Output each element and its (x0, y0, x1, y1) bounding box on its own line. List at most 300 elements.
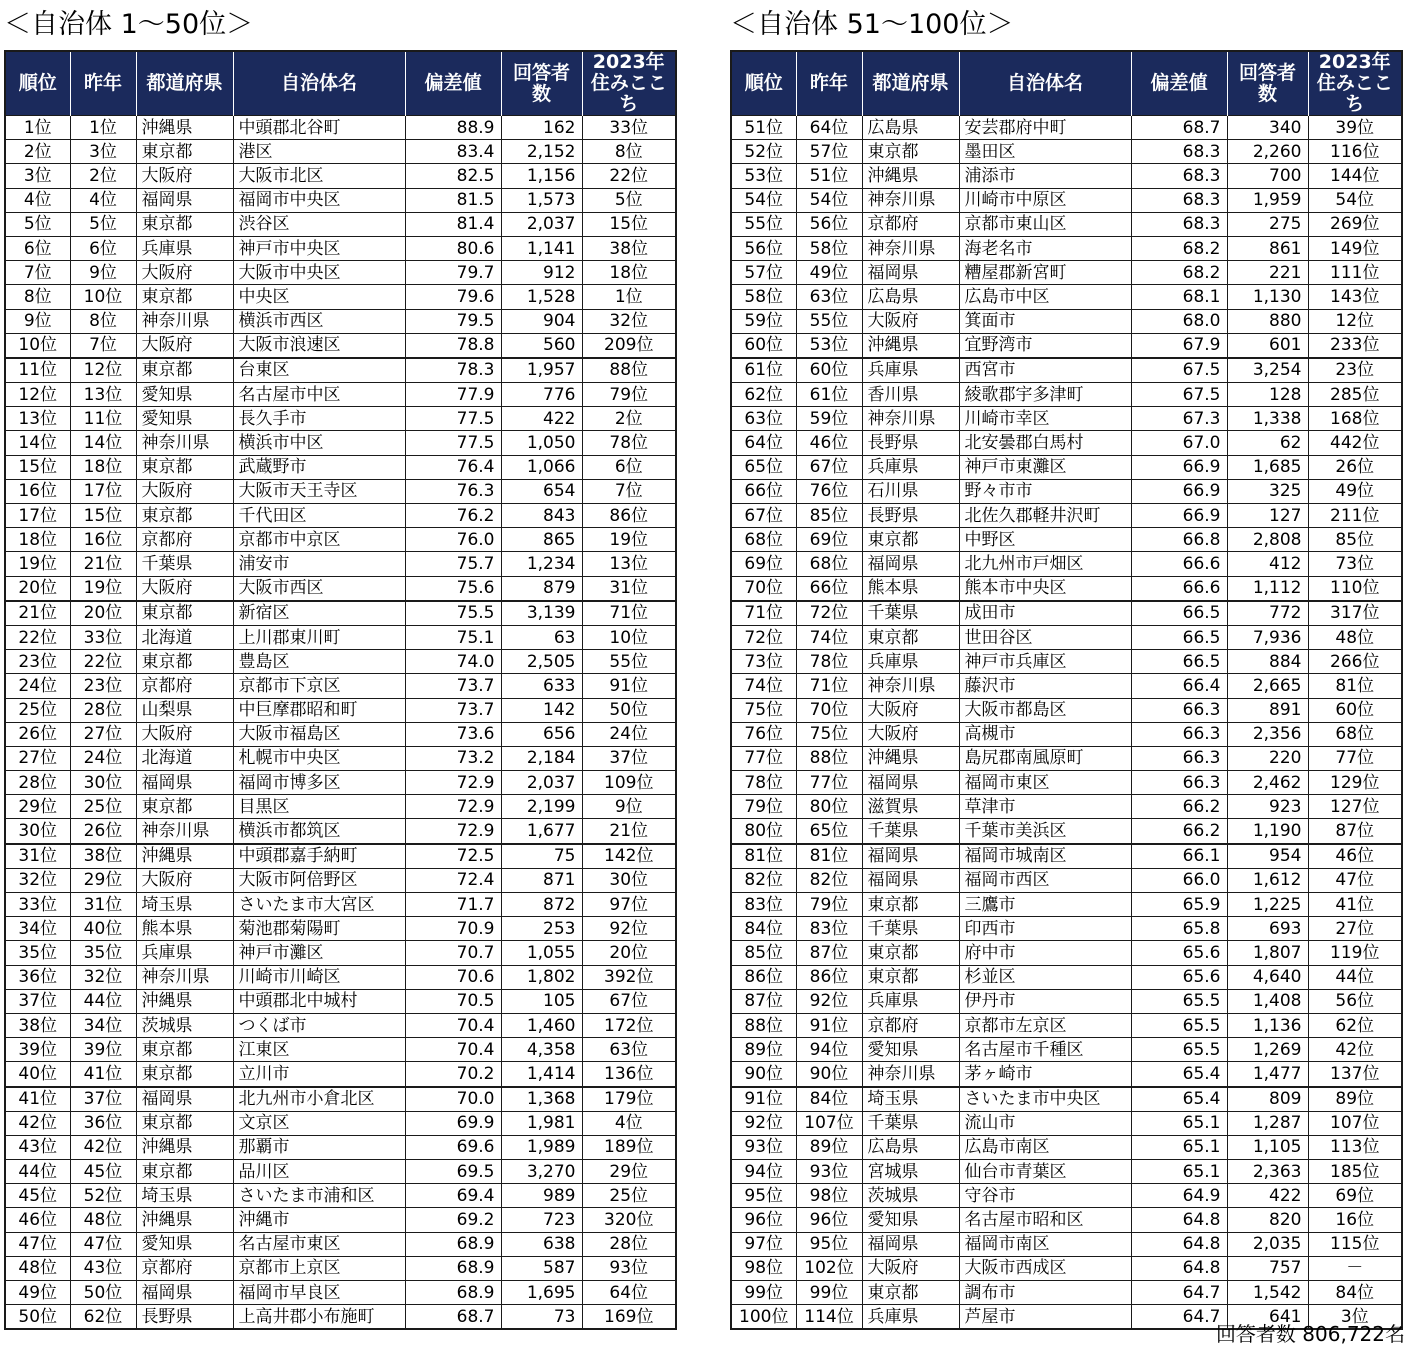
last-year-cell: 39位 (70, 1038, 136, 1062)
rank-2023-cell: 49位 (1308, 479, 1402, 503)
prefecture-cell: 東京都 (862, 893, 959, 917)
rank-cell: 72位 (731, 625, 796, 649)
table-row (731, 917, 1402, 941)
respondents-cell: 62 (1227, 431, 1308, 455)
rank-2023-cell: 73位 (1308, 552, 1402, 576)
col-2023-header: 2023年 住みここち (1308, 51, 1402, 116)
table-row (5, 1281, 676, 1305)
municipality-cell: 沖縄市 (233, 1208, 405, 1232)
rank-2023-cell: 119位 (1308, 941, 1402, 965)
rank-2023-cell: 110位 (1308, 576, 1402, 601)
respondents-cell: 587 (501, 1256, 582, 1280)
score-cell: 75.6 (405, 576, 501, 601)
rank-cell: 25位 (5, 698, 70, 722)
rank-cell: 57位 (731, 261, 796, 285)
municipality-cell: 印西市 (959, 917, 1131, 941)
rank-2023-cell: 28位 (582, 1232, 676, 1256)
rank-2023-cell: 89位 (1308, 1087, 1402, 1112)
table-row (731, 965, 1402, 989)
municipality-cell: 福岡市東区 (959, 771, 1131, 795)
score-cell: 75.1 (405, 625, 501, 649)
col-last-year-header: 昨年 (796, 51, 862, 116)
table-row (731, 504, 1402, 528)
score-cell: 66.3 (1131, 698, 1227, 722)
prefecture-cell: 沖縄県 (136, 1208, 233, 1232)
score-cell: 69.6 (405, 1135, 501, 1159)
rank-cell: 100位 (731, 1305, 796, 1330)
score-cell: 65.6 (1131, 965, 1227, 989)
prefecture-cell: 兵庫県 (862, 455, 959, 479)
rank-cell: 64位 (731, 431, 796, 455)
rank-2023-cell: 3位 (1308, 1305, 1402, 1330)
municipality-cell: 上高井郡小布施町 (233, 1305, 405, 1330)
score-cell: 78.3 (405, 358, 501, 383)
rank-cell: 19位 (5, 552, 70, 576)
municipality-cell: 宜野湾市 (959, 333, 1131, 358)
rank-2023-cell: 91位 (582, 674, 676, 698)
rank-cell: 3位 (5, 164, 70, 188)
respondents-cell: 1,105 (1227, 1135, 1308, 1159)
prefecture-cell: 京都府 (862, 212, 959, 236)
municipality-cell: 仙台市青葉区 (959, 1160, 1131, 1184)
last-year-cell: 7位 (70, 333, 136, 358)
last-year-cell: 87位 (796, 941, 862, 965)
prefecture-cell: 愛知県 (862, 1208, 959, 1232)
rank-2023-cell: 67位 (582, 989, 676, 1013)
rank-2023-cell: 48位 (1308, 625, 1402, 649)
municipality-cell: 調布市 (959, 1281, 1131, 1305)
table-row (5, 625, 676, 649)
score-cell: 72.5 (405, 844, 501, 869)
respondents-cell: 843 (501, 504, 582, 528)
last-year-cell: 47位 (70, 1232, 136, 1256)
municipality-cell: 中頭郡北中城村 (233, 989, 405, 1013)
respondents-cell: 1,957 (501, 358, 582, 383)
table-row (5, 1135, 676, 1159)
score-cell: 72.9 (405, 771, 501, 795)
prefecture-cell: 神奈川県 (862, 236, 959, 260)
prefecture-cell: 千葉県 (862, 917, 959, 941)
municipality-cell: 上川郡東川町 (233, 625, 405, 649)
rank-2023-cell: 32位 (582, 309, 676, 333)
rank-2023-cell: 86位 (582, 504, 676, 528)
prefecture-cell: 広島県 (862, 116, 959, 140)
respondents-cell: 820 (1227, 1208, 1308, 1232)
rank-2023-cell: 189位 (582, 1135, 676, 1159)
table-row (731, 1135, 1402, 1159)
last-year-cell: 68位 (796, 552, 862, 576)
rank-2023-cell: 5位 (582, 188, 676, 212)
table-row (5, 1013, 676, 1037)
prefecture-cell: 愛知県 (136, 383, 233, 407)
table-row (731, 1111, 1402, 1135)
table-row (731, 164, 1402, 188)
score-cell: 68.3 (1131, 164, 1227, 188)
prefecture-cell: 福岡県 (136, 771, 233, 795)
last-year-cell: 12位 (70, 358, 136, 383)
col-municipality-header: 自治体名 (959, 51, 1131, 116)
rank-cell: 38位 (5, 1013, 70, 1037)
table-row (5, 819, 676, 844)
rank-2023-cell: 30位 (582, 868, 676, 892)
municipality-cell: 京都市上京区 (233, 1256, 405, 1280)
table-row (5, 479, 676, 503)
prefecture-cell: 神奈川県 (136, 819, 233, 844)
respondents-cell: 880 (1227, 309, 1308, 333)
prefecture-cell: 東京都 (136, 601, 233, 626)
last-year-cell: 61位 (796, 383, 862, 407)
rank-2023-cell: 136位 (582, 1062, 676, 1087)
respondents-cell: 1,695 (501, 1281, 582, 1305)
table-row (731, 698, 1402, 722)
last-year-cell: 57位 (796, 140, 862, 164)
score-cell: 64.8 (1131, 1232, 1227, 1256)
rank-cell: 56位 (731, 236, 796, 260)
col-score-header: 偏差値 (1131, 51, 1227, 116)
table-row (5, 261, 676, 285)
respondents-cell: 2,035 (1227, 1232, 1308, 1256)
score-cell: 68.1 (1131, 285, 1227, 309)
rank-cell: 67位 (731, 504, 796, 528)
rank-2023-cell: 269位 (1308, 212, 1402, 236)
rank-cell: 60位 (731, 333, 796, 358)
rank-cell: 42位 (5, 1111, 70, 1135)
rank-2023-cell: 179位 (582, 1087, 676, 1112)
score-cell: 65.1 (1131, 1135, 1227, 1159)
table-row (731, 746, 1402, 770)
respondents-cell: 75 (501, 844, 582, 869)
last-year-cell: 46位 (796, 431, 862, 455)
rank-cell: 28位 (5, 771, 70, 795)
table-row (731, 941, 1402, 965)
prefecture-cell: 埼玉県 (136, 1184, 233, 1208)
table-row (731, 989, 1402, 1013)
table-row (5, 333, 676, 358)
score-cell: 64.8 (1131, 1208, 1227, 1232)
last-year-cell: 86位 (796, 965, 862, 989)
rank-2023-cell: 142位 (582, 844, 676, 869)
respondents-cell: 1,269 (1227, 1038, 1308, 1062)
respondents-cell: 601 (1227, 333, 1308, 358)
rank-cell: 86位 (731, 965, 796, 989)
last-year-cell: 85位 (796, 504, 862, 528)
rank-cell: 14位 (5, 431, 70, 455)
respondents-cell: 2,037 (501, 771, 582, 795)
rank-2023-cell: 13位 (582, 552, 676, 576)
score-cell: 66.0 (1131, 868, 1227, 892)
prefecture-cell: 大阪府 (862, 1256, 959, 1280)
score-cell: 66.5 (1131, 625, 1227, 649)
respondents-cell: 105 (501, 989, 582, 1013)
last-year-cell: 31位 (70, 893, 136, 917)
rank-2023-cell: 16位 (1308, 1208, 1402, 1232)
rank-2023-cell: 64位 (582, 1281, 676, 1305)
score-cell: 66.4 (1131, 674, 1227, 698)
municipality-cell: 福岡市城南区 (959, 844, 1131, 869)
rank-cell: 44位 (5, 1160, 70, 1184)
prefecture-cell: 長野県 (136, 1305, 233, 1330)
rank-cell: 11位 (5, 358, 70, 383)
last-year-cell: 77位 (796, 771, 862, 795)
score-cell: 65.5 (1131, 989, 1227, 1013)
rank-cell: 9位 (5, 309, 70, 333)
score-cell: 65.9 (1131, 893, 1227, 917)
prefecture-cell: 神奈川県 (862, 674, 959, 698)
municipality-cell: 綾歌郡宇多津町 (959, 383, 1131, 407)
col-score-header: 偏差値 (405, 51, 501, 116)
score-cell: 66.9 (1131, 455, 1227, 479)
municipality-cell: さいたま市大宮区 (233, 893, 405, 917)
prefecture-cell: 石川県 (862, 479, 959, 503)
score-cell: 66.3 (1131, 746, 1227, 770)
last-year-cell: 17位 (70, 479, 136, 503)
respondents-cell: 422 (501, 407, 582, 431)
score-cell: 69.4 (405, 1184, 501, 1208)
rank-cell: 1位 (5, 116, 70, 140)
table-row (5, 844, 676, 869)
respondents-cell: 340 (1227, 116, 1308, 140)
last-year-cell: 93位 (796, 1160, 862, 1184)
score-cell: 66.6 (1131, 576, 1227, 601)
rank-cell: 30位 (5, 819, 70, 844)
prefecture-cell: 東京都 (862, 140, 959, 164)
municipality-cell: 長久手市 (233, 407, 405, 431)
respondents-cell: 2,184 (501, 746, 582, 770)
respondents-cell: 1,460 (501, 1013, 582, 1037)
municipality-cell: 目黒区 (233, 795, 405, 819)
table-row (5, 1038, 676, 1062)
prefecture-cell: 東京都 (136, 140, 233, 164)
rank-cell: 6位 (5, 236, 70, 260)
prefecture-cell: 神奈川県 (136, 965, 233, 989)
last-year-cell: 28位 (70, 698, 136, 722)
last-year-cell: 50位 (70, 1281, 136, 1305)
prefecture-cell: 愛知県 (862, 1038, 959, 1062)
last-year-cell: 1位 (70, 116, 136, 140)
rank-2023-cell: 81位 (1308, 674, 1402, 698)
municipality-cell: 名古屋市千種区 (959, 1038, 1131, 1062)
prefecture-cell: 京都府 (136, 674, 233, 698)
municipality-cell: 京都市左京区 (959, 1013, 1131, 1037)
last-year-cell: 23位 (70, 674, 136, 698)
prefecture-cell: 福岡県 (862, 552, 959, 576)
last-year-cell: 49位 (796, 261, 862, 285)
prefecture-cell: 山梨県 (136, 698, 233, 722)
rank-cell: 48位 (5, 1256, 70, 1280)
rank-2023-cell: 71位 (582, 601, 676, 626)
table-row (5, 164, 676, 188)
respondents-cell: 3,254 (1227, 358, 1308, 383)
table-row (731, 407, 1402, 431)
municipality-cell: 江東区 (233, 1038, 405, 1062)
municipality-cell: 浦安市 (233, 552, 405, 576)
rank-cell: 34位 (5, 917, 70, 941)
rank-cell: 37位 (5, 989, 70, 1013)
rank-2023-cell: 97位 (582, 893, 676, 917)
municipality-cell: 広島市南区 (959, 1135, 1131, 1159)
table-row (731, 1160, 1402, 1184)
municipality-cell: 名古屋市東区 (233, 1232, 405, 1256)
score-cell: 72.4 (405, 868, 501, 892)
rank-2023-cell: 27位 (1308, 917, 1402, 941)
prefecture-cell: 東京都 (862, 1281, 959, 1305)
rank-2023-cell: 185位 (1308, 1160, 1402, 1184)
score-cell: 68.7 (405, 1305, 501, 1330)
respondents-cell: 7,936 (1227, 625, 1308, 649)
score-cell: 70.9 (405, 917, 501, 941)
respondents-cell: 1,685 (1227, 455, 1308, 479)
rank-2023-cell: 39位 (1308, 116, 1402, 140)
score-cell: 79.5 (405, 309, 501, 333)
municipality-cell: 墨田区 (959, 140, 1131, 164)
prefecture-cell: 大阪府 (862, 722, 959, 746)
score-cell: 68.9 (405, 1281, 501, 1305)
respondents-cell: 1,807 (1227, 941, 1308, 965)
municipality-cell: 浦添市 (959, 164, 1131, 188)
last-year-cell: 24位 (70, 746, 136, 770)
rank-cell: 35位 (5, 941, 70, 965)
score-cell: 77.5 (405, 407, 501, 431)
rank-cell: 65位 (731, 455, 796, 479)
prefecture-cell: 東京都 (136, 1160, 233, 1184)
last-year-cell: 88位 (796, 746, 862, 770)
prefecture-cell: 京都府 (862, 1013, 959, 1037)
municipality-cell: 守谷市 (959, 1184, 1131, 1208)
rank-cell: 68位 (731, 528, 796, 552)
municipality-cell: 北九州市小倉北区 (233, 1087, 405, 1112)
respondents-cell: 220 (1227, 746, 1308, 770)
prefecture-cell: 兵庫県 (862, 650, 959, 674)
last-year-cell: 4位 (70, 188, 136, 212)
table-row (5, 868, 676, 892)
last-year-cell: 60位 (796, 358, 862, 383)
municipality-cell: つくば市 (233, 1013, 405, 1037)
score-cell: 66.6 (1131, 552, 1227, 576)
table-row (731, 358, 1402, 383)
rank-cell: 27位 (5, 746, 70, 770)
respondents-cell: 776 (501, 383, 582, 407)
rank-2023-cell: 169位 (582, 1305, 676, 1330)
prefecture-cell: 東京都 (136, 650, 233, 674)
last-year-cell: 78位 (796, 650, 862, 674)
rank-cell: 39位 (5, 1038, 70, 1062)
score-cell: 76.2 (405, 504, 501, 528)
ranking-table-51-100 (730, 50, 1403, 1330)
prefecture-cell: 大阪府 (862, 698, 959, 722)
prefecture-cell: 大阪府 (136, 333, 233, 358)
respondents-cell: 275 (1227, 212, 1308, 236)
municipality-cell: 広島市中区 (959, 285, 1131, 309)
rank-2023-cell: 149位 (1308, 236, 1402, 260)
respondents-cell: 1,368 (501, 1087, 582, 1112)
municipality-cell: 府中市 (959, 941, 1131, 965)
rank-cell: 73位 (731, 650, 796, 674)
rank-cell: 13位 (5, 407, 70, 431)
last-year-cell: 15位 (70, 504, 136, 528)
rank-cell: 21位 (5, 601, 70, 626)
prefecture-cell: 滋賀県 (862, 795, 959, 819)
respondents-cell: 989 (501, 1184, 582, 1208)
municipality-cell: 立川市 (233, 1062, 405, 1087)
rank-cell: 90位 (731, 1062, 796, 1087)
rank-cell: 84位 (731, 917, 796, 941)
last-year-cell: 114位 (796, 1305, 862, 1330)
table-row (5, 1184, 676, 1208)
score-cell: 70.6 (405, 965, 501, 989)
table-row (731, 650, 1402, 674)
prefecture-cell: 沖縄県 (862, 333, 959, 358)
table-row (731, 383, 1402, 407)
rank-2023-cell: 233位 (1308, 333, 1402, 358)
respondents-cell: 1,612 (1227, 868, 1308, 892)
rank-cell: 55位 (731, 212, 796, 236)
table-row (5, 309, 676, 333)
respondents-cell: 1,136 (1227, 1013, 1308, 1037)
last-year-cell: 43位 (70, 1256, 136, 1280)
table-row (731, 625, 1402, 649)
last-year-cell: 30位 (70, 771, 136, 795)
rank-2023-cell: 2位 (582, 407, 676, 431)
municipality-cell: 名古屋市中区 (233, 383, 405, 407)
last-year-cell: 98位 (796, 1184, 862, 1208)
prefecture-cell: 千葉県 (862, 1111, 959, 1135)
last-year-cell: 72位 (796, 601, 862, 626)
prefecture-cell: 東京都 (136, 1038, 233, 1062)
table-row (731, 528, 1402, 552)
rank-2023-cell: 88位 (582, 358, 676, 383)
respondents-cell: 865 (501, 528, 582, 552)
score-cell: 68.0 (1131, 309, 1227, 333)
score-cell: 77.5 (405, 431, 501, 455)
table-row (5, 504, 676, 528)
rank-cell: 20位 (5, 576, 70, 601)
rank-2023-cell: 113位 (1308, 1135, 1402, 1159)
table-row (5, 1087, 676, 1112)
municipality-cell: 大阪市西区 (233, 576, 405, 601)
rank-cell: 49位 (5, 1281, 70, 1305)
rank-cell: 74位 (731, 674, 796, 698)
rank-2023-cell: 54位 (1308, 188, 1402, 212)
last-year-cell: 56位 (796, 212, 862, 236)
municipality-cell: 茅ヶ崎市 (959, 1062, 1131, 1087)
rank-2023-cell: 50位 (582, 698, 676, 722)
rank-cell: 32位 (5, 868, 70, 892)
table-row (731, 1281, 1402, 1305)
municipality-cell: 芦屋市 (959, 1305, 1131, 1330)
rank-2023-cell: 15位 (582, 212, 676, 236)
score-cell: 71.7 (405, 893, 501, 917)
rank-cell: 77位 (731, 746, 796, 770)
prefecture-cell: 東京都 (136, 455, 233, 479)
last-year-cell: 65位 (796, 819, 862, 844)
rank-2023-cell: 211位 (1308, 504, 1402, 528)
respondents-cell: 1,055 (501, 941, 582, 965)
last-year-cell: 19位 (70, 576, 136, 601)
last-year-cell: 8位 (70, 309, 136, 333)
prefecture-cell: 茨城県 (862, 1184, 959, 1208)
respondents-cell: 128 (1227, 383, 1308, 407)
respondents-cell: 63 (501, 625, 582, 649)
respondents-cell: 325 (1227, 479, 1308, 503)
rank-2023-cell: 115位 (1308, 1232, 1402, 1256)
prefecture-cell: 福岡県 (862, 261, 959, 285)
rank-2023-cell: 87位 (1308, 819, 1402, 844)
score-cell: 64.7 (1131, 1305, 1227, 1330)
table-row (5, 1305, 676, 1330)
municipality-cell: 北九州市戸畑区 (959, 552, 1131, 576)
rank-2023-cell: 62位 (1308, 1013, 1402, 1037)
score-cell: 69.2 (405, 1208, 501, 1232)
